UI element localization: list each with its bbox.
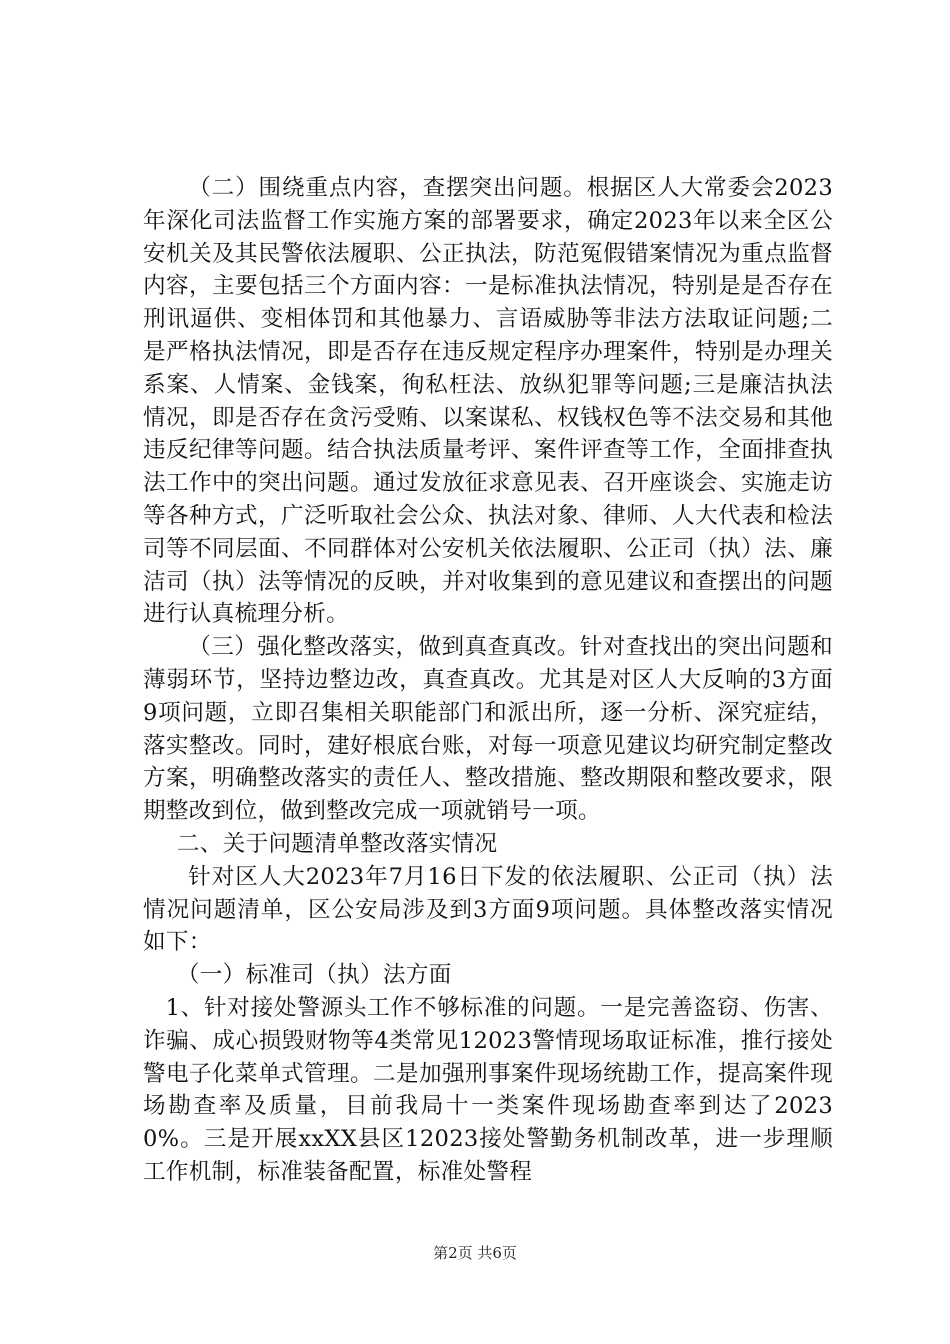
paragraph-problem-list-intro: 针对区人大2023年7月16日下发的依法履职、公正司（执）法情况问题清单，区公安局涉及到3方面9项问题。具体整改落实情况如下： <box>143 863 833 956</box>
document-body <box>143 172 833 1189</box>
paragraph-item-1: 1、针对接处警源头工作不够标准的问题。一是完善盗窃、伤害、诈骗、成心损毁财物等4类常见12023警情现场取证标准，推行接处警电子化菜单式管理。二是加强刑事案件现场统勘工作，提高案件现场勘查率及质量，目前我局十一类案件现场勘查率到达了20230%。三是开展xxXX县区12023接处警勤务机制改革，进一步理顺工作机制，标准装备配置，标准处警程 <box>143 994 833 1185</box>
page-number-label: 第2页 共6页 <box>433 1244 517 1262</box>
page-footer <box>0 1243 950 1263</box>
paragraph-section-2: （二）围绕重点内容，查摆突出问题。根据区人大常委会2023年深化司法监督工作实施方案的部署要求，确定2023年以来全区公安机关及其民警依法履职、公正执法，防范冤假错案情况为重点监督内容，主要包括三个方面内容：一是标准执法情况，特别是是否存在刑讯逼供、变相体罚和其他暴力、言语威胁等非法方法取证问题;二是严格执法情况，即是否存在违反规定程序办理案件，特别是办理关系案、人情案、金钱案，徇私枉法、放纵犯罪等问题;三是廉洁执法情况，即是否存在贪污受贿、以案谋私、权钱权色等不法交易和其他违反纪律等问题。结合执法质量考评、案件评查等工作，全面排查执法工作中的突出问题。通过发放征求意见表、召开座谈会、实施走访等各种方式，广泛听取社会公众、执法对象、律师、人大代表和检法司等不同层面、不同群体对公安机关依法履职、公正司（执）法、廉洁司（执）法等情况的反映，并对收集到的意见建议和查摆出的问题进行认真梳理分析。 <box>143 175 833 628</box>
subheading-standard-law-enforcement: （一）标准司（执）法方面 <box>176 962 452 989</box>
paragraph-section-3: （三）强化整改落实，做到真查真改。针对查找出的突出问题和薄弱环节，坚持边整边改，真查真改。尤其是对区人大反响的3方面9项问题，立即召集相关职能部门和派出所，逐一分析、深究症结，落实整改。同时，建好根底台账，对每一项意见建议均研究制定整改方案，明确整改落实的责任人、整改措施、整改期限和整改要求，限期整改到位，做到整改完成一项就销号一项。 <box>143 634 833 825</box>
heading-problem-list: 二、关于问题清单整改落实情况 <box>176 830 498 857</box>
